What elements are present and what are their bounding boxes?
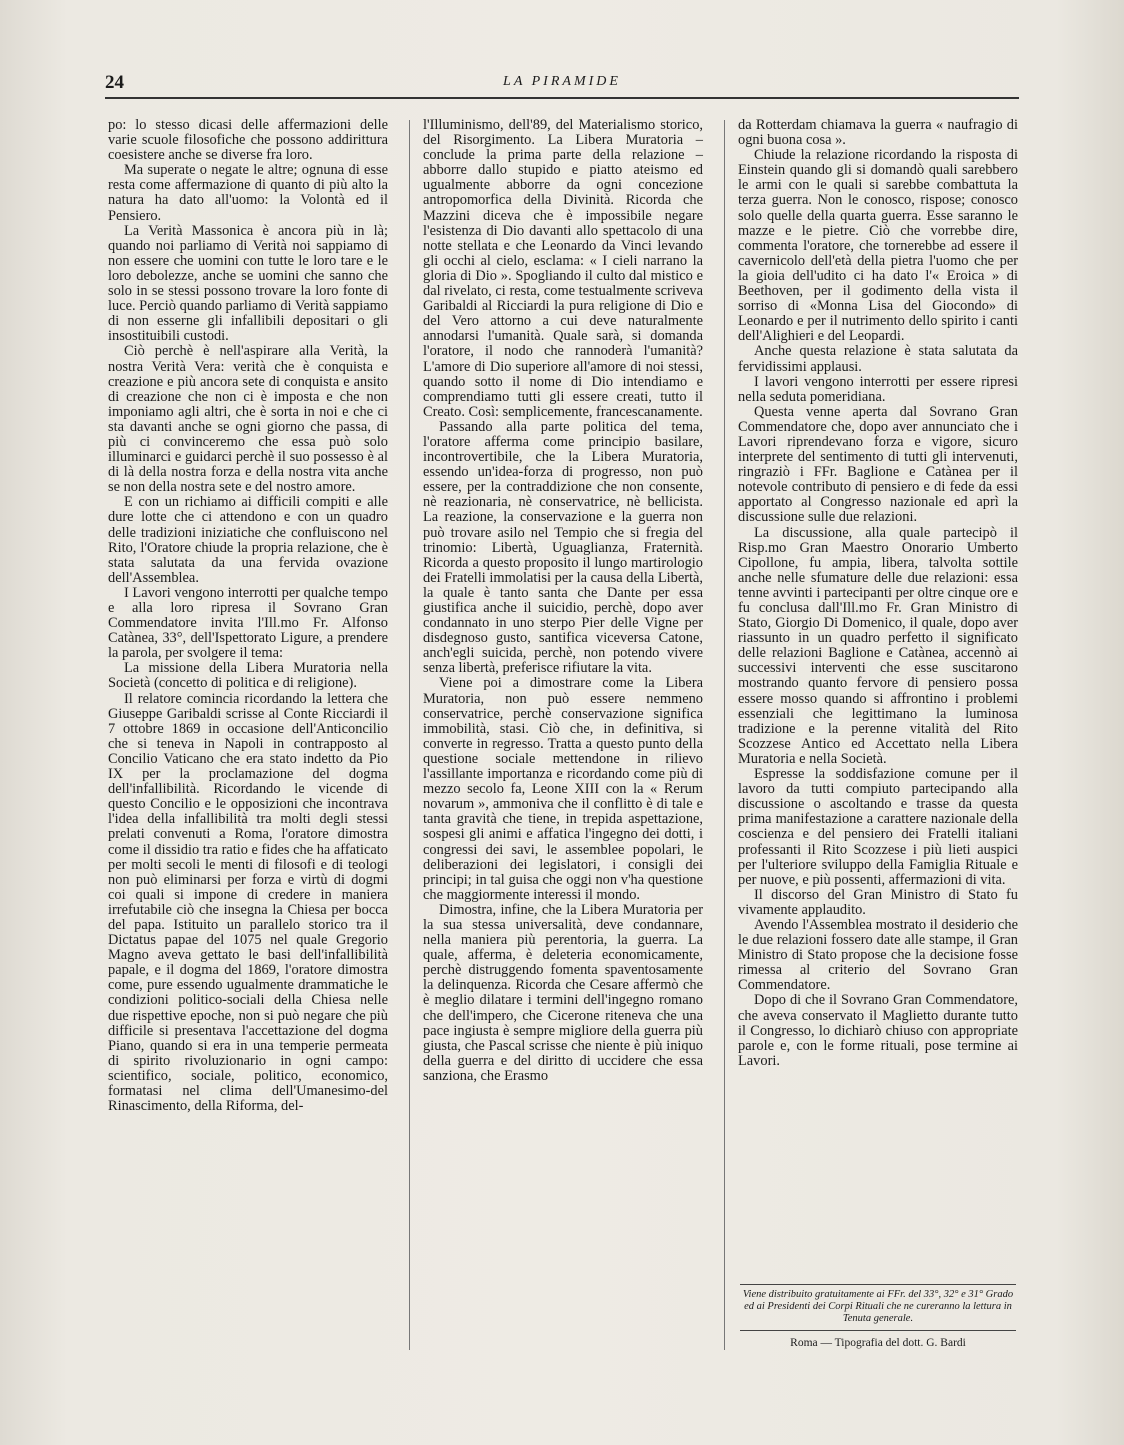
distribution-note: Viene distribuito gratuitamente ai FFr. del 33°, 32° e 31° Grado ed ai Presidenti dei Corpi Rituali che ne cureranno la lettura in Tenuta generale. [742, 1289, 1014, 1324]
paragraph: Il discorso del Gran Ministro di Stato fu vivamente applaudito. [738, 886, 1018, 918]
paragraph: l'Illuminismo, dell'89, del Materialismo storico, del Risorgimento. La Libera Muratoria – conclude la prima parte della relazione – abborre dallo stupido e piatto ateismo ed ugualmente abborre da ogni concezione antropomorfica della Divinità. Ricorda che Mazzini diceva che è impossibile negare l'esistenza di Dio davanti allo spettacolo di una notte stellata e che Leonardo da Vinci levando gli occhi al cielo, esclama: « I cieli narrano la gloria di Dio ». Spogliando il culto dal mistico e dal rivelato, ci resta, come testualmente scriveva Garibaldi al Ricciardi la pura religione di Dio e del Vero attorno a cui deve naturalmente annodarsi l'umanità. Quale sarà, si domanda l'oratore, il nodo che rannoderà l'umanità? L'amore di Dio superiore all'amore di noi stessi, quando sotto il nome di Dio intendiamo e comprendiamo tutti gli essere creati, tutto il Creato. Così: semplicemente, francescanamente. [423, 117, 703, 420]
paragraph: Espresse la soddisfazione comune per il lavoro da tutti compiuto partecipando alla discussione o ascoltando e trasse da questa prima manifestazione a carattere nazionale della coscienza e del pensiero dei Fratelli italiani professanti il Rito Scozzese i più lieti auspici per l'ulteriore sviluppo della Famiglia Rituale e per nuove, e più possenti, affermazioni di vita. [738, 766, 1018, 888]
paragraph: E con un richiamo ai difficili compiti e alle dure lotte che ci attendono e con un quadro delle tradizioni iniziatiche che confluiscono nel Rito, l'Oratore chiude la propria relazione, che è stata salutata da una fervida ovazione dell'Assemblea. [108, 494, 388, 586]
page-number: 24 [105, 72, 124, 93]
paragraph: I lavori vengono interrotti per essere ripresi nella seduta pomeridiana. [738, 373, 1018, 405]
paragraph: Ma superate o negate le altre; ognuna di esse resta come affermazione di quanto di più alto la natura ha dato all'uomo: la Volontà ed il Pensiero. [108, 162, 388, 224]
note-rule [740, 1284, 1016, 1285]
paragraph: Viene poi a dimostrare come la Libera Muratoria, non può essere nemmeno conservatrice, perchè conservazione significa immobilità, stasi. Ciò che, in definitiva, si converte in regresso. Tratta a questo punto della questione sociale mettendone in rilievo l'assillante importanza e ricordando come più di mezzo secolo fa, Leone XIII con la « Rerum novarum », ammoniva che il conflitto è di tale e tanta gravità che tiene, in trepida aspettazione, sospesi gli animi e affatica l'ingegno dei dotti, i congressi dei savi, le assemblee popolari, le deliberazioni dei legislatori, i consigli dei principi; in tal guisa che oggi non v'ha questione che maggiormente interessi il mondo. [423, 675, 703, 903]
paragraph: Chiude la relazione ricordando la risposta di Einstein quando gli si domandò quali sarebbero le armi con le quali si sarebbe combattuta la terza guerra. Non le conosco, rispose; conosco solo quelle della quarta guerra. Esse saranno le mazze e le pietre. Ciò che vorrebbe dire, commenta l'oratore, che tornerebbe ad essere il cavernicolo dell'età della pietra l'uomo che per la gioia dell'udito ci ha dato l'« Eroica » di Beethoven, per il godimento della vista il sorriso di «Monna Lisa del Giocondo» di Leonardo e per il nutrimento dello spirito i canti dell'Alighieri e del Leopardi. [738, 147, 1018, 345]
column-2 [423, 118, 703, 1084]
paragraph: po: lo stesso dicasi delle affermazioni delle varie scuole filosofiche che possono addirittura coesistere anche se diverse fra loro. [108, 117, 388, 164]
imprint: Roma — Tipografia del dott. G. Bardi [790, 1337, 966, 1349]
paragraph: La Verità Massonica è ancora più in là; quando noi parliamo di Verità noi sappiamo di non essere che uomini con tutte le loro tare e le loro debolezze, anche se uomini che sanno che solo in se stessi possono trovare la loro fonte di luce. Perciò quando parliamo di Verità sappiamo di non esserne gli infallibili depositari o gli insostituibili custodi. [108, 222, 388, 345]
column-divider [409, 120, 410, 1350]
header-rule [105, 97, 1019, 99]
paragraph: La discussione, alla quale partecipò il Risp.mo Gran Maestro Onorario Umberto Cipollone, fu ampia, libera, talvolta sottile anche nelle sfumature delle due relazioni: essa tenne avvinti i partecipanti per oltre cinque ore e fu conclusa dall'Ill.mo Fr. Gran Ministro di Stato, Giorgio Di Domenico, il quale, dopo aver riassunto in un quadro perfetto il significato delle relazioni Baglione e Catànea, accennò ai successivi interventi che esse suscitarono mostrando quanto fervore di pensiero possa essere mosso quando si affrontino i problemi essenziali che legittimano la luminosa tradizione e la perenne vitalità del Rito Scozzese Antico ed Accettato nella Libera Muratoria e nella Società. [738, 524, 1018, 767]
paragraph: I Lavori vengono interrotti per qualche tempo e alla loro ripresa il Sovrano Gran Commendatore invita l'Ill.mo Fr. Alfonso Catànea, 33°, dell'Ispettorato Ligure, a prendere la parola, per svolgere il tema: [108, 584, 388, 662]
paragraph: Dimostra, infine, che la Libera Muratoria per la sua stessa universalità, deve condannare, nella maniera più perentoria, la guerra. La quale, afferma, è deleteria economicamente, perchè distruggendo fomenta spaventosamente la delinquenza. Ricorda che Cesare affermò che è meglio dilatare i termini dell'ingegno romano che dell'impero, che Cicerone riteneva che una pace ingiusta è sempre migliore della guerra più giusta, che Pascal scrisse che niente è più iniquo della guerra e del diritto di uccidere che essa sanziona, che Erasmo [423, 901, 703, 1084]
paragraph: da Rotterdam chiamava la guerra « naufragio di ogni buona cosa ». [738, 117, 1018, 149]
note-rule [740, 1330, 1016, 1331]
journal-title: LA PIRAMIDE [503, 74, 621, 89]
paragraph: Ciò perchè è nell'aspirare alla Verità, la nostra Verità Vera: verità che è conquista e creazione e più ancora sete di conquista e ansito di creazione che non ci è imposta e che non imponiamo agli altri, che è sorta in noi e che ci sta davanti anche se ogni giorno che passa, di più ci convinceremo che essa può solo illuminarci e guidarci perchè il suo possesso è al di là della nostra forza e della nostra vita anche se non della nostra sete e del nostro amore. [108, 343, 388, 496]
paragraph: Il relatore comincia ricordando la lettera che Giuseppe Garibaldi scrisse al Conte Ricciardi il 7 ottobre 1869 in occasione dell'Anticoncilio che si teneva in Napoli in contrapposto al Concilio Vaticano che era stato indetto da Pio IX per la proclamazione del dogma dell'infallibilità. Ricordando le vicende di questo Concilio e le opposizioni che incontrava l'idea della infallibilità tra molti degli stessi prelati convenuti a Roma, l'oratore dimostra come il dissidio tra ratio e fides che ha affaticato per molti secoli le menti di filosofi e di teologi non può eliminarsi per forza e virtù di dogmi coi quali si impone di credere in maniera irrefutabile ciò che insegna la Chiesa per bocca del papa. Istituito un parallelo storico tra il Dictatus papae del 1075 nel quale Gregorio Magno aveva gettato le basi dell'infallibilità papale, e il dogma del 1869, l'oratore dimostra come, pure essendo ugualmente drammatiche le condizioni politico-sociali della Chiesa nelle due rispettive epoche, non si può negare che più difficile si presentava l'accettazione del dogma Piano, quando si era in una temperie permeata di spirito rivoluzionario in ogni campo: scientifico, sociale, politico, economico, formatasi nel clima dell'Umanesimo-del Rinascimento, della Riforma, del- [108, 690, 388, 1115]
paragraph: Avendo l'Assemblea mostrato il desiderio che le due relazioni fossero date alle stampe, il Gran Ministro di Stato propose che la decisione fosse rimessa al criterio del Sovrano Gran Commendatore. [738, 916, 1018, 994]
page-header [105, 72, 1019, 94]
column-divider [724, 120, 725, 1350]
paragraph: La missione della Libera Muratoria nella Società (concetto di politica e di religione). [108, 660, 388, 692]
column-3 [738, 118, 1018, 1069]
paragraph: Anche questa relazione è stata salutata da fervidissimi applausi. [738, 343, 1018, 375]
paragraph: Dopo di che il Sovrano Gran Commendatore, che aveva conservato il Maglietto durante tutto il Congresso, lo dichiarò chiuso con appropriate parole e, con le forme rituali, pose termine ai Lavori. [738, 992, 1018, 1069]
paragraph: Passando alla parte politica del tema, l'oratore afferma come principio basilare, incontrovertibile, che la Libera Muratoria, essendo un'idea-forza di progresso, non può essere, per la contraddizione che non consente, nè reazionaria, nè conservatrice, nè bellicista. La reazione, la conservazione e la guerra non può trovare asilo nel Tempio che si fregia del trinomio: Libertà, Uguaglianza, Fraternità. Ricorda a questo proposito il lungo martirologio dei Fratelli immolatisi per la causa della Libertà, la quale è tanto santa che Dante per essa giustifica anche il suicidio, perchè, dopo aver condannato in uno sterpo Pier delle Vigne per disdegnoso gusto, santifica viceversa Catone, anch'egli suicida, perchè, non potendo vivere senza libertà, preferisce rifiutare la vita. [423, 418, 703, 677]
paragraph: Questa venne aperta dal Sovrano Gran Commendatore che, dopo aver annunciato che i Lavori riprendevano forza e vigore, sicuro interprete del sentimento di tutti gli intervenuti, ringraziò i FFr. Baglione e Catànea per il notevole contributo di pensiero e di fede da essi apportato al Congresso nazionale ed aprì la discussione sulle due relazioni. [738, 403, 1018, 526]
column-1 [108, 118, 388, 1114]
